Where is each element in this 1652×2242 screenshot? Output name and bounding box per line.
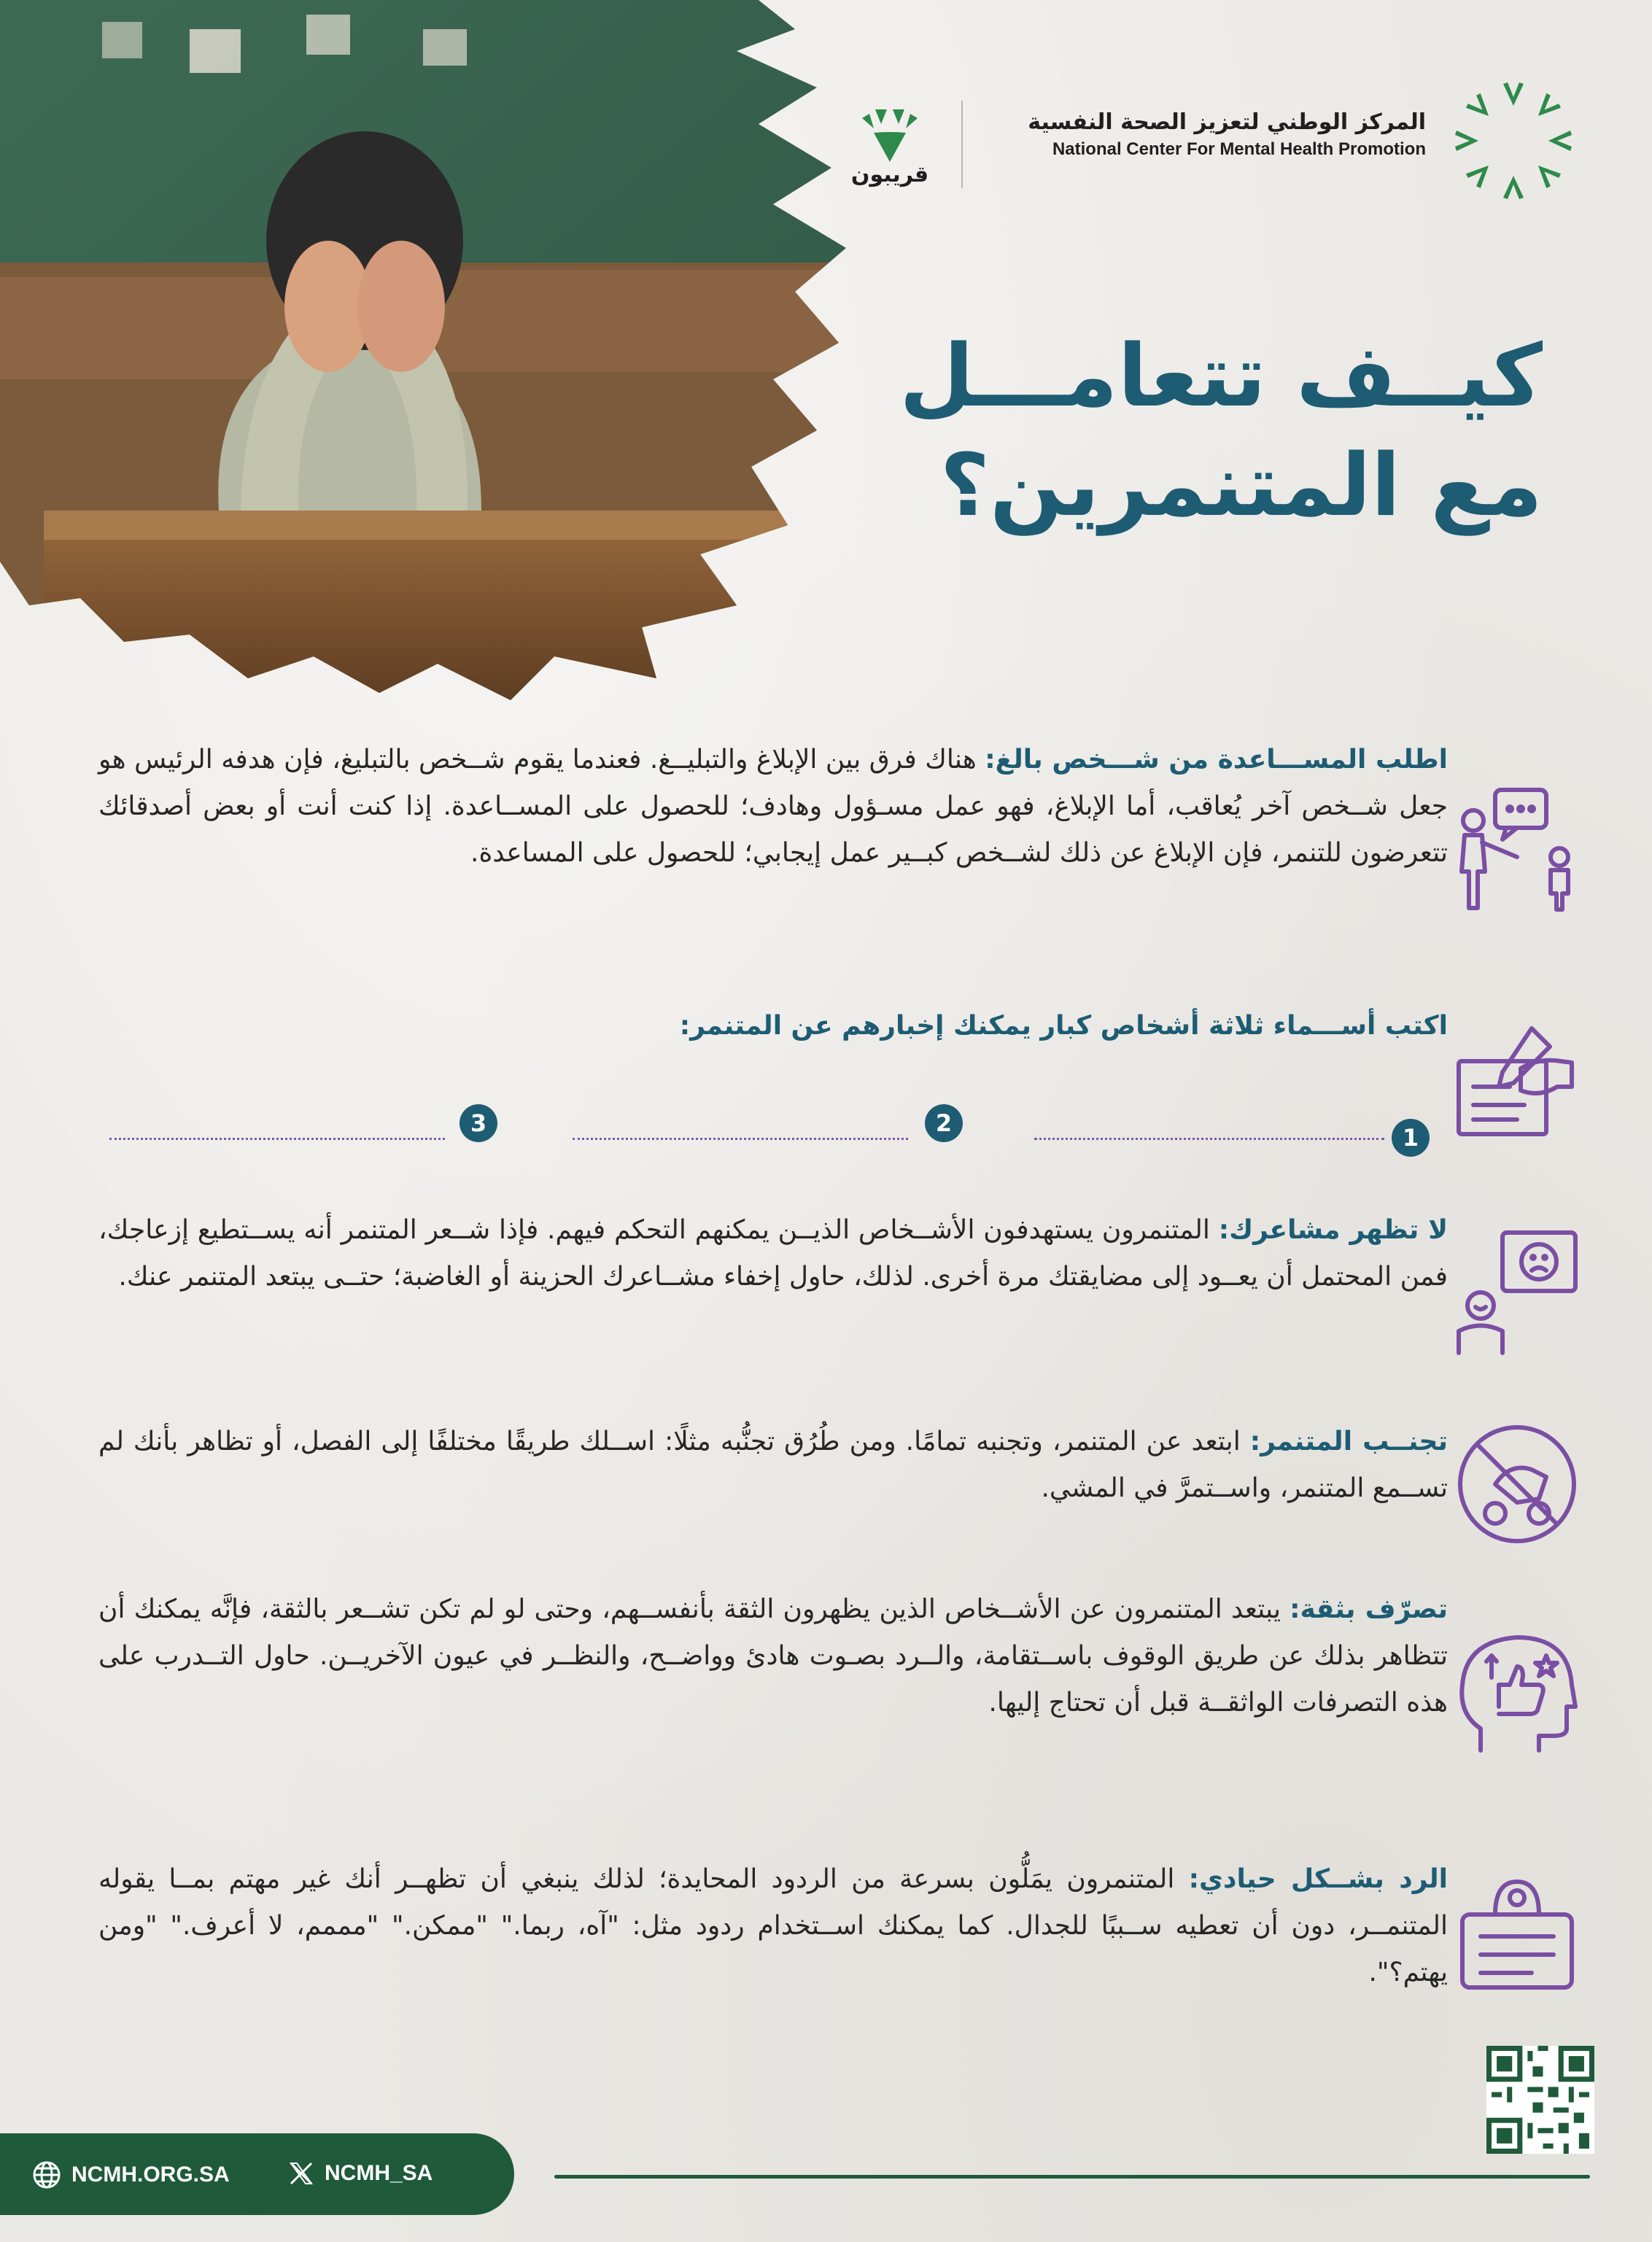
neutral-response-icon <box>1451 1867 1583 1998</box>
section-hide-emotions-body: المتنمرون يستهدفون الأشــخاص الذيــن يمكنهم التحكم فيهم. فإذا شــعر المتنمر أنه يســتطيع إزعاجك، فمن المحتمل أن يعــود إلى مضايقتك مرة أخرى. لذلك، حاول إخفاء مشــاعرك الحزينة أو الغاضبة؛ حتــى يبتعد المتنمر عنك. <box>98 1215 1448 1292</box>
section-hide-emotions <box>98 1207 1448 1300</box>
ncmh-logo <box>1451 79 1575 203</box>
page-title <box>886 321 1543 540</box>
footer-website-label: NCMH.ORG.SA <box>71 2163 230 2187</box>
hide-emotions-icon <box>1451 1225 1583 1357</box>
number-badge-2: 2 <box>925 1104 963 1142</box>
section-neutral-response-heading: الرد بشــكل حيادي: <box>1188 1864 1448 1894</box>
section-avoid-bully <box>98 1419 1448 1512</box>
section-act-confident-body: يبتعد المتنمرون عن الأشــخاص الذين يظهرون الثقة بأنفســهم، وحتى لو لم تكن تشــعر بالثقة، فإنَّه يمكنك أن تتظاهر بذلك عن طريق الوقوف باســتقامة، والــرد بصـوت هادئ وواضــح، والنظــر في عيون الآخريــن. حاول التــدرب على هذه التصرفات الواثقــة قبل أن تحتاج إليها. <box>98 1594 1448 1718</box>
page-title-line2: مع المتنمرين؟ <box>939 435 1543 535</box>
confidence-head-icon <box>1451 1626 1583 1758</box>
number-badge-3: 3 <box>459 1104 497 1142</box>
section-ask-adult-heading: اطلب المســـاعدة من شـــخص بالغ: <box>985 745 1449 775</box>
footer-social-label: NCMH_SA <box>325 2161 433 2185</box>
qr-code[interactable] <box>1486 2046 1594 2154</box>
ncmh-name <box>1028 109 1426 160</box>
name-line-3[interactable] <box>109 1138 445 1140</box>
ncmh-name-english: National Center For Mental Health Promotion <box>1052 139 1426 159</box>
section-write-names-heading: اكتب أســـماء ثلاثة أشخاص كبار يمكنك إخبارهم عن المتنمر: <box>679 1011 1448 1041</box>
section-act-confident <box>98 1586 1448 1726</box>
talk-to-adult-icon <box>1451 784 1583 915</box>
x-logo-icon <box>288 2160 314 2187</box>
name-line-2[interactable] <box>573 1138 908 1140</box>
section-neutral-response <box>98 1856 1448 1996</box>
section-neutral-response-body: المتنمرون يمَلُّون بسرعة من الردود المحايدة؛ لذلك ينبغي أن تظهــر أنك غير مهتم بمــا يقوله المتنمــر، دون أن تعطيه ســببًا للجدال. كما يمكنك اســتخدام ردود مثل: "آه، ربما." "ممكن." "مممم، لا أعرف." "ومن يهتم؟". <box>98 1864 1448 1987</box>
globe-icon <box>32 2160 61 2189</box>
section-hide-emotions-heading: لا تظهر مشاعرك: <box>1218 1215 1449 1245</box>
name-line-1[interactable] <box>1034 1138 1384 1140</box>
child-photo <box>0 0 861 715</box>
section-avoid-bully-heading: تجنــب المتنمر: <box>1249 1427 1449 1456</box>
avoid-bully-icon <box>1451 1419 1583 1550</box>
writing-hand-icon <box>1451 1017 1583 1149</box>
footer-website[interactable] <box>32 2160 230 2189</box>
section-ask-adult <box>98 737 1448 877</box>
qareeb-name: قريبون <box>850 162 929 187</box>
ncmh-name-arabic: المركز الوطني لتعزيز الصحة النفسية <box>1028 109 1426 135</box>
section-avoid-bully-body: ابتعد عن المتنمر، وتجنبه تمامًا. ومن طُرُق تجنُّبه مثلًا: اســلك طريقًا مختلفًا إلى الفصل، أو تظاهر بأنك لم تســمع المتنمر، واســتمرَّ في المشي. <box>98 1427 1448 1503</box>
number-badge-1: 1 <box>1392 1119 1430 1157</box>
section-write-names <box>98 1003 1448 1050</box>
page-title-line1: كيــف تتعامـــل <box>899 325 1543 426</box>
header-divider <box>961 101 963 188</box>
section-ask-adult-body: هناك فرق بين الإبلاغ والتبليــغ. فعندما يقوم شــخص بالتبليغ، فإن هدفه الرئيس هو جعل شــخص آخر يُعاقب، أما الإبلاغ، فهو عمل مسـؤول وهادف؛ للحصول على المســاعدة. إذا كنت أنت أو بعض أصدقائك تتعرضون للتنمر، فإن الإبلاغ عن ذلك لشــخص كبــير عمل إيجابي؛ للحصول على المساعدة. <box>98 745 1448 868</box>
section-act-confident-heading: تصرّف بثقة: <box>1290 1594 1448 1624</box>
footer-social[interactable] <box>288 2160 433 2187</box>
footer-line <box>554 2175 1590 2179</box>
